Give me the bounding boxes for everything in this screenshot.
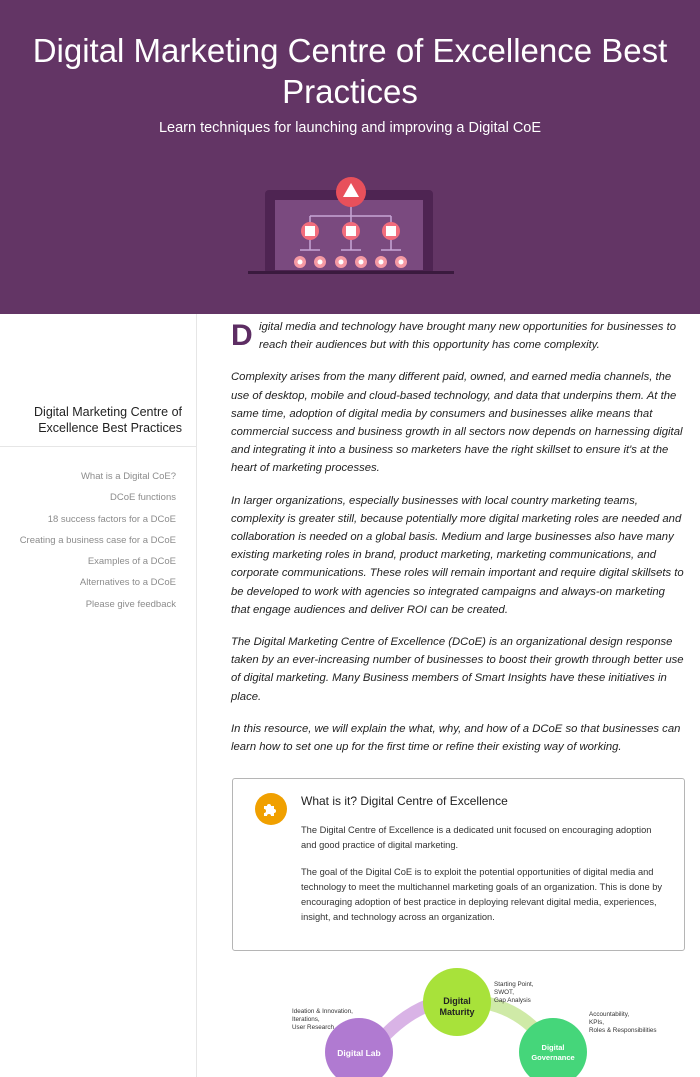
governance-note-1: Accountability, (589, 1011, 630, 1018)
maturity-note-1: Starting Point, (494, 981, 534, 988)
org-chart-illustration (248, 176, 454, 276)
sidebar-title[interactable]: Digital Marketing Centre of Excellence Best Practices (34, 405, 182, 435)
maturity-note-3: Gap Analysis (494, 997, 531, 1004)
sidebar-divider (0, 446, 196, 447)
page-subtitle: Learn techniques for launching and improving a Digital CoE (158, 120, 542, 136)
drop-cap: D (231, 319, 253, 352)
sidebar-item-what-is-dcoe[interactable]: What is a Digital CoE? (80, 471, 176, 482)
paragraph-complexity: Complexity arises from the many different paid, owned, and earned media channels, the use of desktop, mobile and cloud-based technology, and data that underpins them. At the same time, adoption of digital media by consumers and businesses alike means that commercial success and business growth in all sectors now depends on harnessing digital and integrating it into a business so marketers have the right skillset to ensure it's at the heart of marketing processes. (231, 371, 683, 475)
definition-title: What is it? Digital Centre of Excellence (301, 794, 508, 808)
sidebar-nav (20, 466, 176, 615)
org-node-icon (301, 222, 400, 240)
article-body (231, 318, 686, 770)
governance-note-3: Roles & Responsibilities (589, 1027, 657, 1034)
maturity-note-2: SWOT, (494, 989, 514, 996)
sidebar-item-alternatives[interactable]: Alternatives to a DCoE (79, 577, 176, 589)
governance-note-2: KPIs, (589, 1019, 605, 1026)
sidebar-item-dcoe-functions[interactable]: DCoE functions (109, 492, 176, 504)
definition-text-1: The Digital Centre of Excellence is a dedicated unit focused on encouraging adoption and good practice of digital marketing. (301, 825, 652, 850)
sidebar-item-success-factors[interactable]: 18 success factors for a DCoE (47, 513, 176, 525)
paragraph-resource-intro: In this resource, we will explain the what, why, and how of a DCoE so that businesses can learn how to set one up for the first time or refine their existing way of working. (231, 722, 681, 754)
dcoe-diagram (232, 960, 685, 1077)
lab-note-1: Ideation & Innovation, (292, 1008, 353, 1015)
definition-box (232, 778, 685, 951)
sidebar (0, 314, 197, 1077)
paragraph-dcoe-definition: The Digital Marketing Centre of Excellence (DCoE) is an organizational design response taken by an ever-increasing number of businesses to boost their growth through better use of digital marketing. Many Business members of Smart Insights have these initiatives in place. (231, 636, 684, 703)
definition-text-2: The goal of the Digital CoE is to exploit the potential opportunities of digital media and technology to meet the multichannel marketing goals of an organization. This is done by encouraging adoption of best practice in deploying relevant digital media, experiences, insight, and technology across an organization. (301, 867, 663, 922)
paragraph-larger-orgs: In larger organizations, especially businesses with local country marketing teams, complexity is greater still, because potentially more digital marketing roles are needed and collaboration is needed on a global basis. Medium and large businesses also have many existing marketing roles in brand, product marketing, marketing communications, and corporate communications. These roles will remain important and require digital skillsets to be developed to work with agencies so integrated campaigns and always-on marketing that engage audiences and deliver ROI can be created. (231, 494, 684, 616)
maturity-label-1: Digital (443, 996, 471, 1006)
lab-note-2: Iterations, (292, 1016, 320, 1023)
hero-banner (0, 0, 700, 314)
puzzle-icon (255, 793, 287, 825)
sidebar-item-business-case[interactable]: Creating a business case for a DCoE (19, 534, 176, 546)
intro-paragraph (231, 318, 686, 354)
governance-label-1: Digital (541, 1043, 565, 1052)
intro-text: igital media and technology have brought many new opportunities for businesses to reach their audiences but with this opportunity has come complexity. (259, 321, 676, 352)
lab-label: Digital Lab (337, 1048, 381, 1058)
page-title: Digital Marketing Centre of Excellence Best Practices (32, 32, 668, 110)
sidebar-item-feedback[interactable]: Please give feedback (85, 598, 176, 610)
sidebar-item-examples[interactable]: Examples of a DCoE (87, 556, 176, 568)
lab-note-3: User Research (292, 1024, 334, 1031)
governance-label-2: Governance (531, 1053, 575, 1062)
maturity-label-2: Maturity (439, 1007, 475, 1017)
